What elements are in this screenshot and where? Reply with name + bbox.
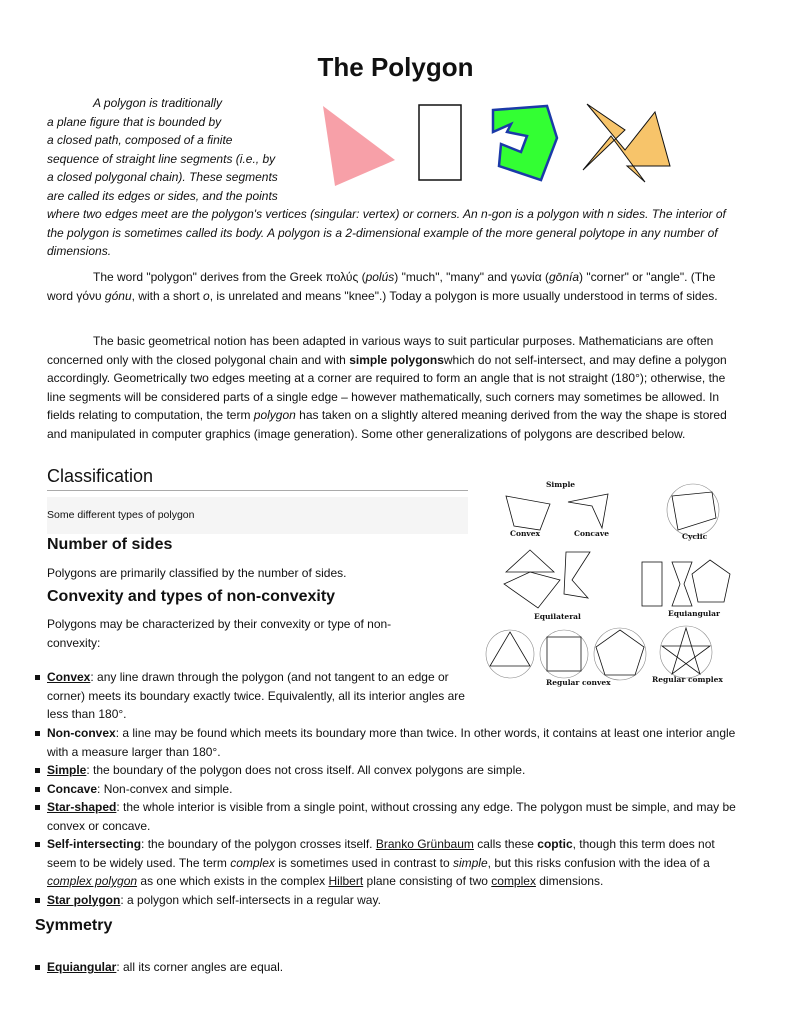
text-run: polús <box>365 270 395 284</box>
label-convex: Convex <box>510 529 541 538</box>
rectangle-outline <box>419 105 461 180</box>
text-run: complex <box>230 855 275 870</box>
cyclic-shape <box>672 492 716 530</box>
symmetry-list <box>35 958 747 977</box>
regular-circle-3 <box>594 628 646 680</box>
convexity-list <box>35 668 465 724</box>
text-run: gónu <box>104 288 132 303</box>
list-item <box>35 761 747 780</box>
text-run: dimensions. <box>535 874 604 888</box>
intro-line: are called its edges or sides, and the points <box>47 188 278 203</box>
polygon-examples-figure <box>315 100 740 190</box>
label-equiangular: Equiangular <box>668 609 720 618</box>
intro-line: a closed polygonal chain). These segments <box>47 170 278 184</box>
intro-line: a closed path, composed of a finite <box>47 133 233 147</box>
equilateral-shape-2 <box>506 550 554 572</box>
text-run: : Non-convex and simple. <box>97 781 233 796</box>
intro-line: sequence of straight line segments (i.e., by <box>47 151 276 166</box>
text-run: : the whole interior is visible from a single point, without crossing any edge. The polygon must be simple, and may be convex or concave. <box>47 800 736 833</box>
regular-square <box>547 637 581 671</box>
text-run: as one which exists in the complex <box>137 874 329 888</box>
label-regular-complex: Regular complex <box>652 675 723 684</box>
star-polygon-link[interactable]: Star polygon <box>47 892 121 907</box>
text-run: calls these <box>473 837 538 851</box>
regular-triangle <box>490 632 530 666</box>
text-run: : the boundary of the polygon crosses itself. <box>141 837 376 851</box>
text-run: simple polygons <box>349 352 444 367</box>
text-run: has taken on a slightly altered meaning derived from the way the shape is stored and manipulated in computer graphics (image generation). Some other generalizations of polygons are described below. <box>47 408 727 441</box>
convexity-text: Polygons may be characterized by their convexity or type of non-convexity: <box>47 617 392 650</box>
text-run: : all its corner angles are equal. <box>116 960 284 974</box>
equiangular-rect <box>642 562 662 606</box>
list-item <box>35 724 747 761</box>
term-concave: Concave <box>47 781 98 796</box>
text-run: coptic <box>537 837 573 851</box>
label-simple: Simple <box>546 480 576 489</box>
hilbert-link[interactable]: Hilbert <box>328 874 364 888</box>
list-item <box>35 668 465 724</box>
regular-pentagon <box>596 630 644 675</box>
text-run: polygon <box>253 408 296 422</box>
intro-line: a plane figure that is bounded by <box>47 114 222 129</box>
text-run: simple <box>452 855 488 870</box>
complex-link[interactable]: complex <box>491 874 536 888</box>
text-run: which do not self-intersect, and may define a polygon accordingly. Geometrically two edges meeting at a corner are required to form an angle that is not straight (180°); otherwise, the line segments will be considered parts of a single edge – however mathematically, such corners may sometimes be allowed. In fields relating to computation, the term <box>47 352 727 422</box>
number-of-sides-heading: Number of sides <box>47 536 173 553</box>
equiangular-pentagon <box>692 560 730 602</box>
text-run: o <box>203 288 210 303</box>
complex-polygon-link[interactable]: complex polygon <box>47 874 138 888</box>
etymology-paragraph <box>47 268 743 305</box>
text-run: : any line drawn through the polygon (and not tangent to an edge or corner) meets its boundary exactly twice. Equivalently, all its interior angles are less than 180°. <box>47 670 465 721</box>
equiangular-hex <box>672 562 692 606</box>
list-item <box>35 958 747 977</box>
polygon-types-figure <box>484 476 740 691</box>
text-run: ) "corner" or "angle". (The word γόνυ <box>47 270 716 303</box>
term-non-convex: Non-convex <box>47 726 116 740</box>
intro-rest: where two edges meet are the polygon's vertices (singular: vertex) or corners. An n-gon is a polygon with n sides. The interior of the polygon is sometimes called its body. A polygon is a 2-dimensional example of the more general polytope in any number of dimensions. <box>47 207 726 258</box>
branko-grunbaum-link[interactable]: Branko Grünbaum <box>375 837 474 851</box>
concave-shape <box>568 494 608 528</box>
label-concave: Concave <box>574 529 609 538</box>
text-run: : a line may be found which meets its boundary more than twice. In other words, it contains at least one interior angle with a measure larger than 180°. <box>47 726 736 759</box>
label-equilateral: Equilateral <box>534 612 581 621</box>
green-polygon <box>493 106 557 180</box>
figure-caption <box>47 497 468 534</box>
term-self-intersecting: Self-intersecting <box>47 837 142 851</box>
simple-link[interactable]: Simple <box>47 763 87 777</box>
convex-shape <box>506 496 550 530</box>
text-run: gōnía <box>548 270 580 284</box>
notion-paragraph <box>47 332 743 443</box>
text-run: The word "polygon" derives from the Greek πολύς ( <box>93 270 366 284</box>
convexity-heading: Convexity and types of non-convexity <box>47 588 336 605</box>
text-run: , but this risks confusion with the idea of a <box>487 855 710 870</box>
list-item <box>35 835 747 891</box>
regular-circle-4 <box>660 626 712 678</box>
equiangular-link[interactable]: Equiangular <box>47 960 117 974</box>
text-run: The basic geometrical notion has been adapted in various ways to suit particular purposes. Mathematicians are often concerned only with the closed polygonal chain and with <box>47 334 714 367</box>
convex-link[interactable]: Convex <box>47 670 91 684</box>
text-run: is sometimes used in contrast to <box>274 855 453 870</box>
text-run: ) "much", "many" and γωνία ( <box>394 270 549 284</box>
star-shaped-link[interactable]: Star-shaped <box>47 800 117 814</box>
text-run: : the boundary of the polygon does not cross itself. All convex polygons are simple. <box>86 763 526 777</box>
list-item <box>35 780 747 799</box>
label-regular-convex: Regular convex <box>546 678 611 687</box>
classification-heading: Classification <box>47 466 154 486</box>
page-title: The Polygon <box>317 52 474 82</box>
pink-triangle <box>323 106 395 186</box>
number-of-sides-text: Polygons are primarily classified by the number of sides. <box>47 566 347 580</box>
text-run: plane consisting of two <box>363 874 492 888</box>
text-run: , is unrelated and means "knee".) Today a polygon is more usually understood in terms of sides. <box>209 288 718 303</box>
list-item <box>35 891 747 910</box>
symmetry-heading: Symmetry <box>35 917 113 934</box>
intro-line: A polygon is traditionally <box>93 96 222 110</box>
equilateral-shape-3 <box>564 552 590 598</box>
regular-star <box>662 628 710 674</box>
orange-star-polygon <box>583 104 670 182</box>
equilateral-shape-1 <box>504 572 560 608</box>
text-run: : a polygon which self-intersects in a regular way. <box>120 892 381 907</box>
text-run: , with a short <box>131 288 203 303</box>
convexity-list-continued <box>35 724 747 909</box>
regular-circle-1 <box>486 630 534 678</box>
caption-text: Some different types of polygon <box>47 509 195 521</box>
list-item <box>35 798 747 835</box>
label-cyclic: Cyclic <box>682 532 708 541</box>
text-run: , though this term does not seem to be widely used. The term <box>47 837 715 870</box>
section-divider <box>47 490 468 491</box>
